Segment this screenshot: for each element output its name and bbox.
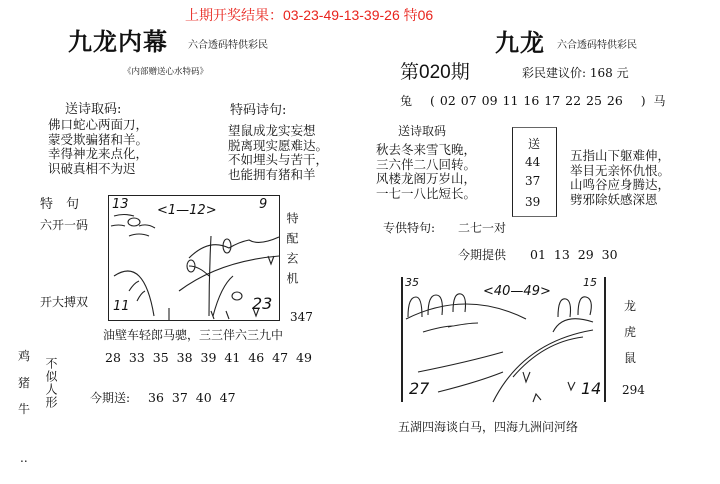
sketch-bottom-left-number: 11 xyxy=(113,299,130,314)
zodiac-line xyxy=(400,95,666,108)
zodiac-left: 兔 xyxy=(400,94,413,108)
right-subtitle: 六合透码特供彩民 xyxy=(557,40,637,51)
sketch-top-right-number: 9 xyxy=(259,197,268,212)
right-poem-left xyxy=(376,143,476,201)
left-side-number: 347 xyxy=(290,310,313,324)
poem-line: 山鸣谷应身腾达， xyxy=(570,177,671,192)
zodiac-right: 马 xyxy=(653,94,666,108)
left-subtitle: 六合透码特供彩民 xyxy=(188,40,268,51)
poem1-heading: 送诗取码: xyxy=(65,102,122,117)
sketch-top-right-number: 15 xyxy=(583,276,597,289)
right-title: 九龙 xyxy=(495,28,545,57)
dots: .. xyxy=(20,451,28,465)
open-big-label: 开大搏双 xyxy=(40,295,89,309)
animal-pig: 猪 xyxy=(18,376,31,390)
gift-label: 送 xyxy=(528,137,541,151)
sketch-bottom-left-number: 27 xyxy=(409,379,430,398)
poem-line: 幸得神龙来点化， xyxy=(48,146,149,161)
right-side-number: 294 xyxy=(622,383,645,397)
gift-number: 39 xyxy=(525,195,541,209)
this-issue-numbers: 36 37 40 47 xyxy=(148,390,236,405)
poem-line: 蒙受欺骗猪和羊。 xyxy=(48,131,149,147)
left-numbers: 28 33 35 38 39 41 46 47 49 xyxy=(105,350,312,365)
left-tagline: 《内部赠送心水特码》 xyxy=(123,67,209,77)
issue-number: 第020期 xyxy=(400,62,470,83)
poem2 xyxy=(228,124,328,182)
poem2-heading: 特码诗句: xyxy=(230,103,287,118)
gift-box xyxy=(512,127,557,217)
poem-line: 秋去冬来雪飞晚， xyxy=(376,142,477,157)
last-draw-result: 上期开奖结果：03-23-49-13-39-26 特06 xyxy=(185,7,434,23)
left-verse: 油壁车轻郎马骢，三三伴六三九中 xyxy=(103,328,284,342)
provide-label: 今期提供 xyxy=(458,248,507,262)
poem-line: 五指山下躯难伸， xyxy=(570,148,671,163)
special-verse-value: 二七一对 xyxy=(458,221,507,235)
left-sketch xyxy=(108,195,280,321)
not-human-label: 不似人形 xyxy=(44,357,58,409)
zodiac-close: ) xyxy=(640,94,646,108)
animal-tiger: 虎 xyxy=(624,325,637,339)
gift-number: 44 xyxy=(525,155,541,169)
animal-rooster: 鸡 xyxy=(18,349,31,363)
sketch-range: <1—12> xyxy=(157,203,217,218)
right-verse: 五湖四海谈白马，四海九洲问河络 xyxy=(398,420,579,434)
left-title: 九龙内幕 xyxy=(68,27,168,56)
side-label: 特配玄机 xyxy=(285,212,299,292)
special-verse-label: 专供特句: xyxy=(383,221,436,235)
sketch-top-left-number: 13 xyxy=(112,197,129,212)
poem-line: 佛口蛇心两面刀， xyxy=(48,117,149,132)
right-poem-heading: 送诗取码 xyxy=(398,124,447,138)
animal-ox: 牛 xyxy=(18,402,31,416)
sketch-bottom-right-number: 14 xyxy=(581,379,602,398)
zodiac-numbers: ( 02 07 09 11 16 17 22 25 26 xyxy=(430,93,623,108)
poem-line: 风楼龙阁万岁山， xyxy=(376,171,477,186)
gift-number: 37 xyxy=(525,174,541,188)
poem-line: 不如埋头与苦干， xyxy=(228,152,329,167)
provide-numbers: 01 13 29 30 xyxy=(530,247,618,262)
poem-line: 三六伴二八回转。 xyxy=(376,156,477,172)
animal-rat: 鼠 xyxy=(624,351,637,365)
poem-line: 一七一八比短长。 xyxy=(376,185,477,201)
this-issue-label: 今期送: xyxy=(90,391,131,405)
poem-line: 识破真相不为迟 xyxy=(48,160,136,176)
sketch-range: <40—49> xyxy=(483,284,551,299)
poem-line: 也能拥有猪和羊 xyxy=(228,166,316,182)
poem-line: 脱离现实愿难达。 xyxy=(228,137,329,153)
animal-dragon: 龙 xyxy=(624,299,637,313)
poem-line: 劈邪除妖感深恩 xyxy=(570,191,658,207)
poem1 xyxy=(48,118,148,176)
price: 彩民建议价: 168 元 xyxy=(522,66,629,80)
six-open-label: 六开一码 xyxy=(40,218,89,232)
sketch-top-left-number: 35 xyxy=(405,276,419,289)
sketch-bottom-right-number: 23 xyxy=(252,294,273,313)
special-label: 特 句 xyxy=(40,197,80,212)
poem-line: 望鼠成龙实妄想 xyxy=(228,123,316,138)
poem-line: 举目无亲怀仇恨。 xyxy=(570,162,671,178)
right-poem-right xyxy=(570,149,670,207)
right-sketch xyxy=(401,277,606,402)
